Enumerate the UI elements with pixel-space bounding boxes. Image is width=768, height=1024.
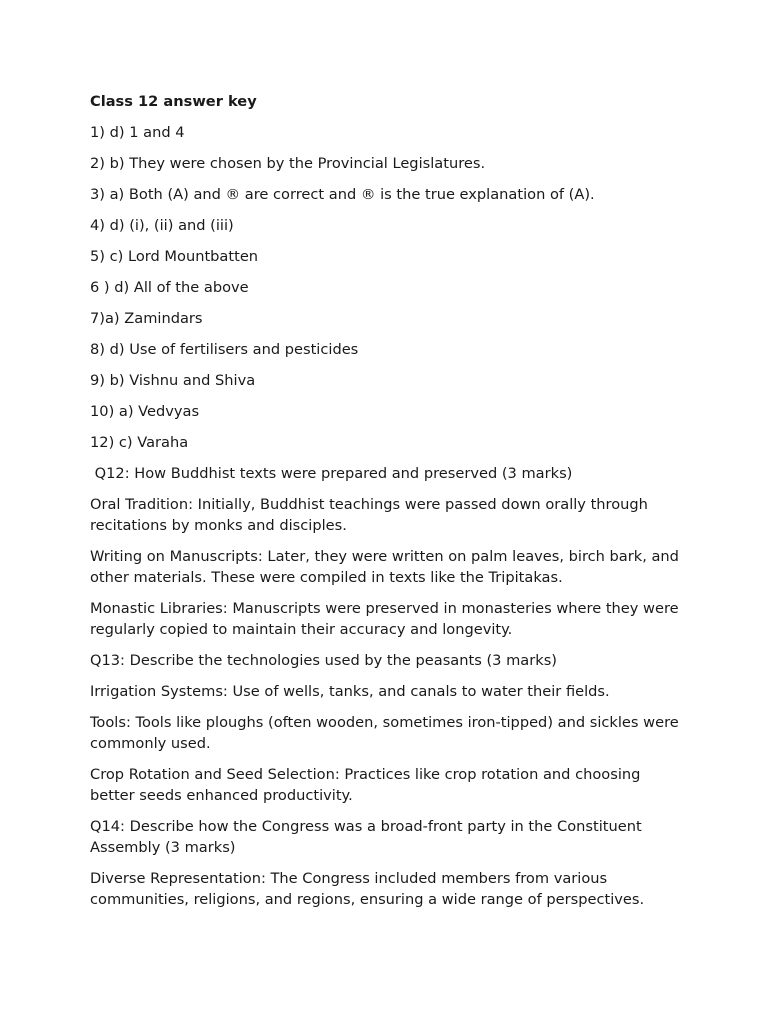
mcq-answer-3: 3) a) Both (A) and ® are correct and ® is the true explanation of (A). (90, 186, 595, 203)
mcq-answer-6: 6 ) d) All of the above (90, 279, 249, 296)
q12-point-monastic-libraries: Monastic Libraries: Manuscripts were preserved in monasteries where they were regularly copied to maintain their accuracy and longevity. (90, 600, 679, 638)
q14-point-diverse-representation: Diverse Representation: The Congress included members from various communities, religions, and regions, ensuring a wide range of perspectives. (90, 870, 645, 908)
mcq-answer-7: 7)a) Zamindars (90, 310, 203, 327)
mcq-answer-10: 10) a) Vedvyas (90, 403, 200, 420)
mcq-answer-list (90, 122, 680, 453)
q12-heading: Q12: How Buddhist texts were prepared and preserved (3 marks) (90, 465, 573, 482)
mcq-answer-8: 8) d) Use of fertilisers and pesticides (90, 341, 359, 358)
q13-heading: Q13: Describe the technologies used by the peasants (3 marks) (90, 652, 557, 669)
answer-key-page (90, 91, 680, 920)
mcq-answer-1: 1) d) 1 and 4 (90, 124, 185, 141)
q14-heading: Q14: Describe how the Congress was a broad-front party in the Constituent Assembly (3 marks) (90, 818, 642, 856)
q12-section (90, 463, 680, 640)
q13-point-irrigation: Irrigation Systems: Use of wells, tanks, and canals to water their fields. (90, 683, 610, 700)
mcq-answer-12: 12) c) Varaha (90, 434, 189, 451)
mcq-answer-4: 4) d) (i), (ii) and (iii) (90, 217, 234, 234)
q14-section (90, 816, 680, 910)
q13-point-crop-rotation: Crop Rotation and Seed Selection: Practices like crop rotation and choosing better seeds enhanced productivity. (90, 766, 641, 804)
q12-point-writing-manuscripts: Writing on Manuscripts: Later, they were written on palm leaves, birch bark, and other materials. These were compiled in texts like the Tripitakas. (90, 548, 679, 586)
document-title: Class 12 answer key (90, 93, 257, 110)
mcq-answer-5: 5) c) Lord Mountbatten (90, 248, 259, 265)
q13-section (90, 650, 680, 806)
mcq-answer-9: 9) b) Vishnu and Shiva (90, 372, 256, 389)
mcq-answer-2: 2) b) They were chosen by the Provincial Legislatures. (90, 155, 486, 172)
q13-point-tools: Tools: Tools like ploughs (often wooden, sometimes iron-tipped) and sickles were commonly used. (90, 714, 679, 752)
q12-point-oral-tradition: Oral Tradition: Initially, Buddhist teachings were passed down orally through recitations by monks and disciples. (90, 496, 648, 534)
